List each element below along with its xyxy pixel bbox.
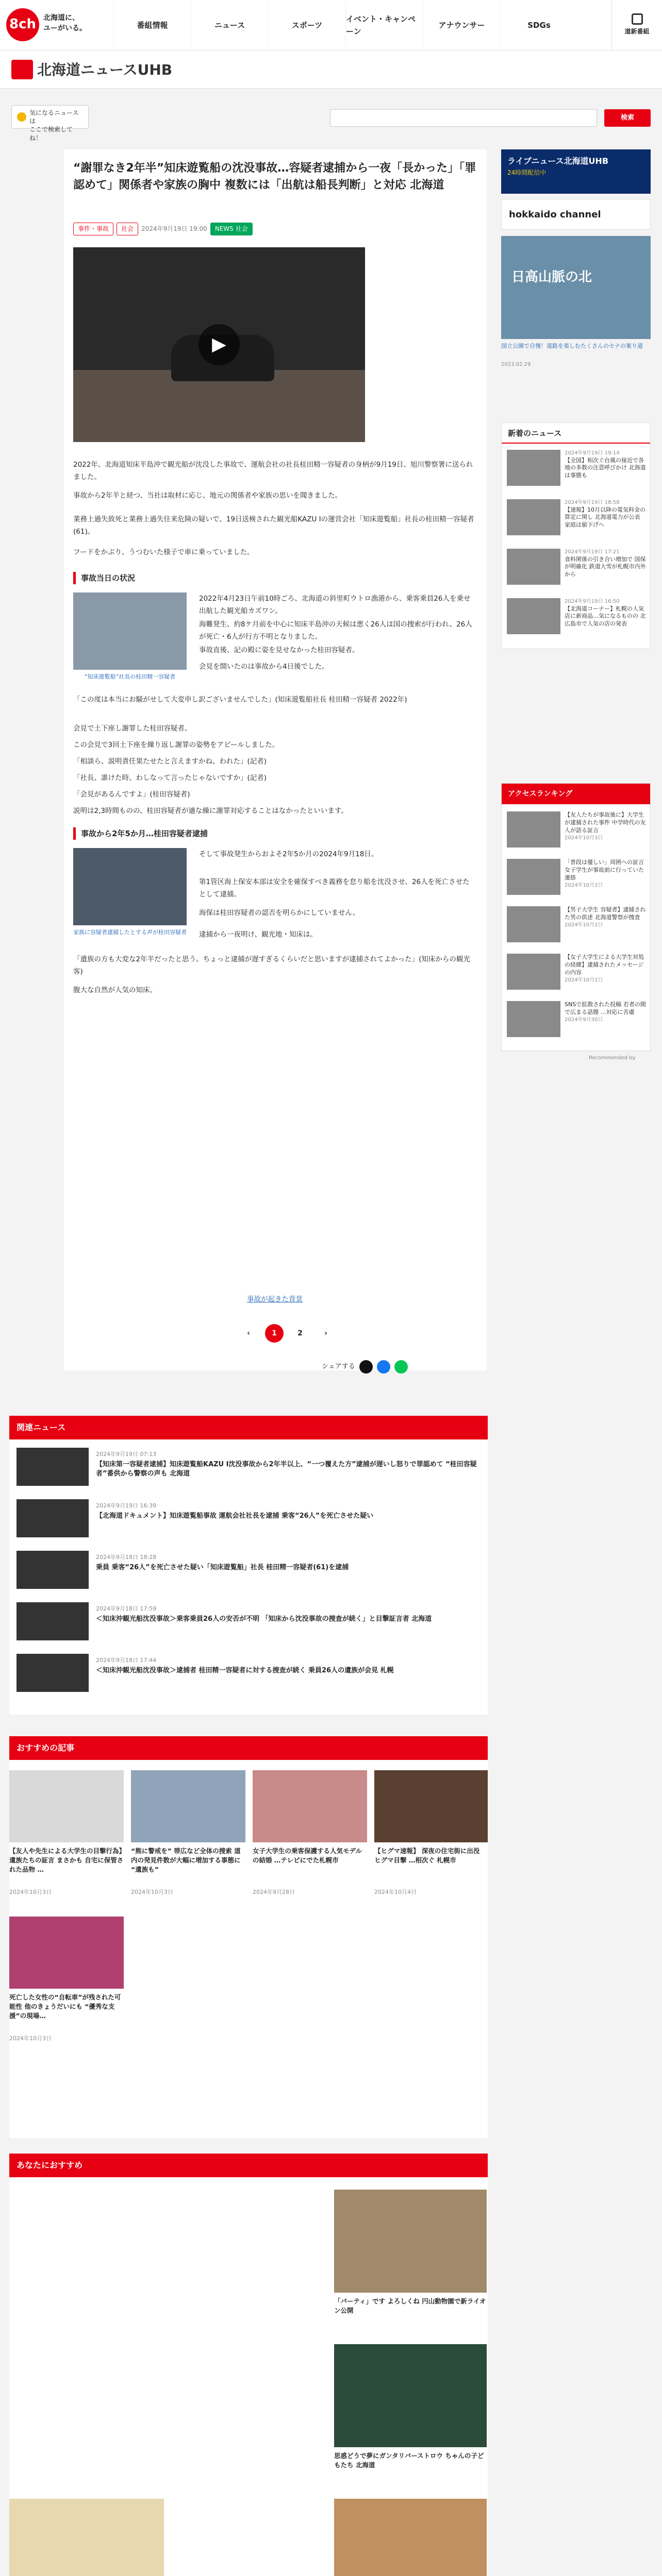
list-item[interactable] [507,859,646,903]
ranking-thumb [507,859,560,895]
article [64,149,487,1370]
related-text: 【北海道ドキュメント】知床遊覧船事故 運航会社社長を逮捕 乗客“26人”を死亡させた疑い [96,1512,374,1520]
foryou-card[interactable] [9,2499,164,2576]
search-notice [11,105,89,142]
card-thumb [334,2190,487,2293]
article-paragraph: 「相談ら、説明責任果たせたと言えますかね、われた」(記者) [73,757,267,766]
list-item[interactable] [16,1654,481,1693]
card-date: 2024年10月4日 [374,1889,417,1895]
card-text: 【友人や先生による大学生の目撃行為】遺族たちの証言 まさかも 自宅に保管された品物 … [9,1847,124,1874]
new-news-title: 新着のニュース [502,423,650,444]
news-flag: NEWS 社会 [210,223,253,235]
article-paragraph: 事故から2年半と経つ、当社は取材に応じ、地元の関係者や家族の思いを聞きました。 [73,492,342,500]
next-page-icon[interactable]: › [324,1329,327,1337]
card-thumb [253,1770,367,1842]
powered-by: Recommended by [589,1055,636,1061]
card-date: 2024年10月3日 [9,1889,52,1895]
ranking-thumb [507,954,560,990]
quote: 「遺族の方も大変な2年半だったと思う。ちょっと逮捕が遅すぎるくらいだと思いますが逮捕されてよかった」(知床からの観光客) [73,955,470,976]
quote: 「この度は本当にお騒がせして大変申し訳ございませんでした」(知床遊覧船社長 桂田精一容疑者 2022年) [73,696,407,704]
tagline-line1: 北海道に、 [43,14,79,22]
list-item[interactable] [507,1001,646,1045]
uhb-news-mark-icon [11,60,33,79]
recommend-title: おすすめの記事 [9,1736,488,1760]
share-bar [322,1360,408,1374]
article-paragraph: 会見で土下座し謝罪した桂田容疑者。 [73,724,192,733]
section-heading: 事故から2年5か月…桂田容疑者逮捕 [73,827,476,840]
card-thumb [9,1770,124,1842]
list-item[interactable] [507,811,646,856]
photo-arrest[interactable] [73,848,187,925]
list-item[interactable] [507,906,646,951]
news-date: 2024年9月19日 19:14 [565,450,620,456]
ranking-date: 2024年10月2日 [565,922,603,928]
pagination [239,1324,335,1343]
related-date: 2024年9月19日 16:39 [96,1502,157,1509]
live-banner-sub: 24時間配信中 [507,168,547,176]
promo-date: 2023.02.29 [501,362,531,367]
news-thumb [507,598,560,634]
ranking-text: 【男子大学生 容疑者】逮捕された男の供述 北海道警察が捜査 [565,906,646,921]
brand-name[interactable]: 北海道ニュースUHB [37,61,173,78]
next-page-link[interactable]: 事故が起きた背景 [247,1295,303,1303]
related-thumb [16,1448,89,1486]
foryou-title: あなたにおすすめ [9,2154,488,2177]
recommend-card[interactable] [9,1770,124,1904]
ranking-date: 2024年10月1日 [565,977,603,983]
recommended-articles [9,1736,488,2138]
recommend-card[interactable] [253,1770,367,1904]
facebook-share-icon[interactable] [377,1360,390,1374]
article-paragraph: 「会見があるんですよ」(桂田容疑者) [73,790,190,799]
related-text: ＜知床沖観光船沈没事故＞乗客乗員26人の安否が不明 「知床から沈没事故の捜査が続く」と目撃証言者 北海道 [96,1615,432,1623]
article-paragraph: 逮捕から一夜明け、観光地・知床は。 [199,930,317,939]
article-paragraph: 業務上過失致死と業務上過失往来危険の疑いで、19日送検された観光船KAZU Iの運営会社「知床遊覧船」社長の桂田精一容疑者(61)。 [73,515,474,536]
nav-item-programs[interactable]: 番組情報 [113,0,191,50]
menu-label: 道新番組 [624,28,650,36]
photo-president[interactable] [73,592,187,670]
nav-item-sports[interactable]: スポーツ [268,0,345,50]
live-banner-title: ライブニュース北海道UHB [507,156,609,166]
related-news [9,1416,488,1715]
card-date: 2024年10月3日 [9,2035,52,2042]
ranking-thumb [507,1001,560,1037]
live-news-banner[interactable] [501,149,651,194]
related-thumb [16,1499,89,1537]
badge-society[interactable]: 社会 [117,223,138,235]
play-icon[interactable]: ▶ [198,324,240,365]
section-heading: 事故当日の状況 [73,572,476,584]
main-nav [113,0,577,50]
article-paragraph: そして事故発生からおよそ2年5か月の2024年9月18日。 [199,850,378,858]
article-badges [73,223,253,235]
article-paragraph: 会見を開いたのは事故から4日後でした。 [199,663,329,671]
nav-item-events[interactable]: イベント・キャンペーン [345,0,423,50]
card-thumb [131,1770,245,1842]
brand-bar [0,50,662,89]
related-date: 2024年9月18日 17:59 [96,1605,157,1612]
card-thumb [374,1770,488,1842]
ranking-date: 2024年10月3日 [565,835,603,841]
news-text: 【速報】10月以降の電気料金の算定に関し 北海道電力が公表 家庭は値下げへ [565,506,646,529]
news-date: 2024年9月19日 17:21 [565,549,620,555]
article-paragraph: 海保は桂田容疑者の認否を明らかにしていません。 [199,909,360,917]
related-date: 2024年9月18日 17:44 [96,1657,157,1664]
news-text: 食料関係の引き合い増加で 国保が明確化 鉄道大雪が札幌市内外から [565,555,646,578]
card-date: 2024年10月3日 [131,1889,173,1895]
article-paragraph: 第1管区海上保安本部は安全を確保すべき義務を怠り船を沈没させ、26人を死亡させたとして逮捕。 [199,878,470,899]
card-date: 2024年9月28日 [253,1889,295,1895]
article-paragraph: 「社長、誰けた時、わしなって言ったじゃないですか」(記者) [73,774,267,782]
article-paragraph: この会見で3回土下座を繰り返し謝罪の姿勢をアピールしました。 [73,741,279,749]
related-text: 乗員 乗客“26人”を死亡させた疑い「知床遊覧船」社長 桂田精一容疑者(61)を逮捕 [96,1564,349,1571]
nav-item-announcers[interactable]: アナウンサー [423,0,500,50]
foryou-card[interactable] [334,2190,487,2334]
article-title: “謝罪なき2年半”知床遊覧船の沈没事故…容疑者逮捕から一夜「長かった」「罪認めて」関係者や家族の胸中 複数には「出航は船長判断」と対応 北海道 [73,162,476,192]
card-text: 「パーティ」です よろしくね 円山動物園で新ライオン公開 [334,2297,486,2315]
ranking-thumb [507,906,560,942]
card-text: “熊に警戒を” 帯広など全体の捜索 道内の発見件数が大幅に増加する事態に “遺族も” [131,1847,241,1874]
related-date: 2024年9月19日 07:13 [96,1451,157,1458]
page-1[interactable]: 1 [265,1324,284,1343]
prev-page-icon[interactable]: ‹ [247,1329,250,1337]
nav-item-news[interactable]: ニュース [191,0,268,50]
ranking-text: 【女子大学生による大学生対処の経緯】逮捕されたメッセージの内容 [565,954,644,976]
news-thumb [507,499,560,535]
related-text: ＜知床沖観光船沈没事故＞逮捕者 桂田精一容疑者に対する捜査が続く 乗員26人の遺族が会見 札幌 [96,1667,394,1674]
list-item[interactable] [16,1499,481,1538]
card-thumb [9,1917,124,1989]
photo-caption: 家族に容疑者逮捕したとする声が桂田容疑者 [73,929,187,936]
ranking-text: 「普段は優しい」周囲への証言 女子学生が事故前に行っていた連絡 [565,859,644,881]
foryou-card[interactable] [334,2499,487,2576]
ranking-date: 2024年10月2日 [565,882,603,888]
card-text: 【ヒグマ速報】 深夜の住宅街に出没 ヒグマ目撃 …相次ぐ 札幌市 [374,1847,480,1865]
foryou-card[interactable] [334,2344,487,2488]
top-navigation [0,0,662,50]
station-tagline [43,13,87,33]
recommend-card[interactable] [131,1770,245,1904]
ranking-text: SNSで拡散された投稿 若者の間で広まる話題 …対応に苦慮 [565,1001,646,1015]
menu-icon [632,13,643,25]
article-paragraph: 腹大な自然が人気の知床。 [73,986,157,994]
list-item[interactable] [507,450,646,494]
list-item[interactable] [507,499,646,544]
ranking-panel [501,783,651,1051]
promo-caption[interactable]: 国立公園で自慢！道路を楽しむたくさんのセナの案り道 [501,343,643,349]
ranking-text: 【友人たちが事故後に】大学生が逮捕された事件 中学時代の友人が語る証言 [565,811,646,834]
related-text: 【知床第一容疑者逮捕】知床遊覧船KAZU I沈没事故から2年半以上、“一つ覆えた方”逮捕が遅いし怒りで罪認めて “桂田容疑者”番供から警察の声も 北海道 [96,1461,477,1478]
share-label: シェアする [322,1362,355,1370]
promo-image[interactable]: 日高山脈の北 [501,236,651,339]
article-paragraph: 海難発生、約8ケ月前を中心に知床半島沖の天候は悪く26人は国の捜索が行われ、26人が死亡・6人が行方不明となりました。 [199,620,472,641]
card-text: 死亡した女性の“自転車”が残された可能性 他のきょうだいにも “優秀な支援”の現場… [9,1993,121,2020]
search-input[interactable] [330,109,597,127]
related-thumb [16,1602,89,1640]
article-paragraph: 事故直後、記の殿に姿を見せなかった桂田容疑者。 [199,646,359,654]
card-thumb [334,2344,487,2447]
news-date: 2024年9月19日 18:58 [565,500,620,505]
article-date: 2024年9月19日 19:00 [141,225,207,232]
list-item[interactable] [16,1551,481,1590]
article-video[interactable] [73,247,365,442]
search-bar [0,101,662,142]
badge-incident[interactable]: 事件・事故 [73,223,113,235]
related-thumb [16,1654,89,1692]
new-news-panel [501,422,651,649]
line-share-icon[interactable] [394,1360,408,1374]
for-you [9,2154,488,2576]
list-item[interactable] [507,549,646,593]
menu-button[interactable] [611,0,662,50]
notice-line1: 気になるニュースは [29,109,79,125]
news-thumb [507,549,560,585]
article-paragraph: 説明は2,3時間ものの、桂田容疑者が適な繰に謝罪対応することはなかったといいます。 [73,807,348,815]
card-text: 思惑どうで夢にガンタリバーストロウ ちゃんの子どもたち 北海道 [334,2452,484,2469]
card-text: 女子大学生の乗客保護する人気モデルの結婚 …テレビにでた札幌市 [253,1847,362,1865]
news-date: 2024年9月19日 16:50 [565,599,620,604]
station-logo[interactable]: 8ch [6,8,39,41]
photo-caption: “知床遊覧船”社長の桂田精一容疑者 [84,673,176,680]
article-paragraph: フードをかぶり、うつむいた様子で車に乗っていました。 [73,548,254,556]
news-text: 【北海道コーナー】札幌の人気店に新商品…気になるものの 北広島市で人気の店の発表 [565,605,646,628]
search-button[interactable]: 検索 [604,109,651,127]
lightbulb-icon [17,112,26,122]
related-thumb [16,1551,89,1589]
related-date: 2024年9月18日 18:28 [96,1554,157,1561]
hokkaido-channel-banner[interactable]: hokkaido channel [501,199,651,230]
ranking-title: アクセスランキング [502,784,650,804]
article-paragraph: 2022年、北海道知床半島沖で観光船が沈没した事故で、運航会社の社長桂田精一容疑者の身柄が9月19日、旭川警察署に送られました。 [73,461,473,482]
article-paragraph: 2022年4月23日午前10時ごろ、北海道の斜里町ウトロ漁港から、乗客乗員26人を乗せ出航した観光船カズワン。 [199,595,471,616]
recommend-card[interactable] [374,1770,488,1904]
list-item[interactable] [507,598,646,642]
list-item[interactable] [507,954,646,998]
card-thumb [9,2499,164,2576]
card-thumb [334,2499,487,2576]
nav-item-sdgs[interactable]: SDGs [500,0,577,50]
page-2[interactable]: 2 [297,1329,303,1337]
list-item[interactable] [16,1602,481,1641]
list-item[interactable] [16,1448,481,1487]
related-title: 関連ニュース [9,1416,488,1439]
news-text: 【全国】相次ぐ台風の接近で各地の多数の注意呼びかけ 北海道は事態も [565,456,646,479]
ranking-thumb [507,811,560,848]
tagline-line2: ユーがいる。 [43,24,87,32]
ranking-date: 2024年9月30日 [565,1016,603,1023]
notice-line2: ここで検索してね！ [29,126,73,142]
news-thumb [507,450,560,486]
recommend-card[interactable] [9,1917,124,2050]
x-share-icon[interactable] [359,1360,373,1374]
